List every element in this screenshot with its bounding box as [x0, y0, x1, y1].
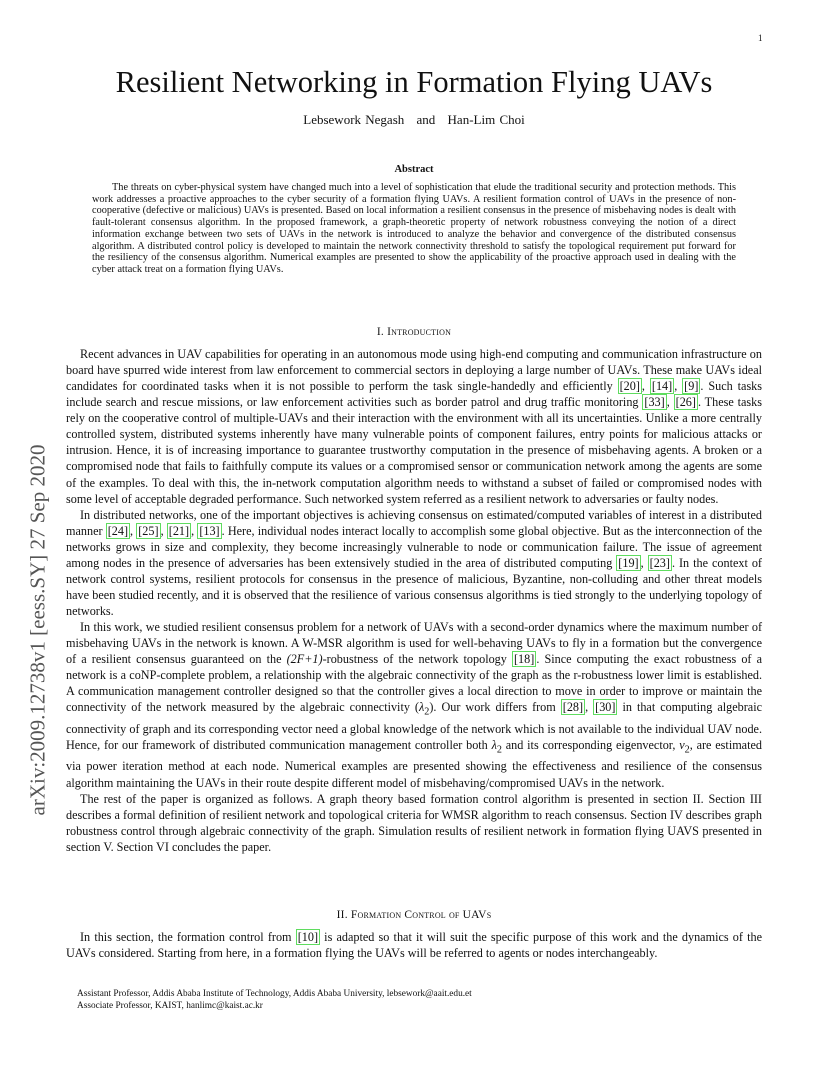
paper-title: Resilient Networking in Formation Flying UAVs	[115, 65, 713, 99]
paragraph: The rest of the paper is organized as follows. A graph theory based formation control algorithm is presented in section II. Section III describes a formal definition of resilient network and topological criteria for WMSR algorithm to reach consensus. Section IV describes graph robustness control through algebraic connectivity of the graph. Simulation results of resilient network in formation flying UAVS presented in section V. Section VI concludes the paper.	[66, 791, 762, 854]
section-two-body	[66, 929, 762, 961]
citation-link[interactable]: [9]	[684, 379, 699, 394]
math-expression: (2F+1)	[286, 652, 323, 667]
math-symbol: λ	[491, 737, 497, 752]
author-line	[0, 112, 828, 128]
section-title: Introduction	[387, 326, 452, 338]
section-number: I.	[376, 326, 384, 338]
citation-link[interactable]: [23]	[649, 555, 670, 570]
footnote: Associate Professor, KAIST, hanlimc@kaist.ac.kr	[77, 1000, 263, 1011]
page-number: 1	[758, 33, 763, 43]
paragraph: In distributed networks, one of the important objectives is achieving consensus on estimated/computed variables of interest in a distributed manner [24] , [25] , [21] , [13] . Here, individual nodes interact locally to accomplish some global objective. But as the interconnection of the networks grows in size and complexity, they become increasingly vulnerable to node or communication failure. The issue of agreement among nodes in the presence of adversaries has been extensively studied in the area of distributed computing [19] , [23] . In the context of network control systems, resilient protocols for consensus in the presence of malicious, Byzantine, non-colluding and other threat models have been studied recently, and it is observed that the resilience of various consensus algorithms is tied strongly to the underlying topology of networks.	[66, 507, 763, 618]
citation-link[interactable]: [10]	[297, 930, 319, 944]
citation-link[interactable]: [21]	[168, 523, 190, 538]
math-symbol: v	[679, 737, 685, 752]
citation-link[interactable]: [26]	[675, 395, 696, 410]
citation-link[interactable]: [30]	[595, 700, 616, 715]
section-heading	[0, 326, 828, 338]
author-name: Han-Lim Choi	[447, 112, 525, 127]
citation-link[interactable]: [33]	[644, 395, 665, 410]
citation-link[interactable]: [20]	[619, 379, 640, 394]
citation-link[interactable]: [28]	[562, 700, 584, 715]
citation-link[interactable]: [14]	[651, 379, 673, 394]
section-number: II.	[336, 909, 348, 921]
citation-link[interactable]: [24]	[107, 523, 129, 538]
citation-link[interactable]: [19]	[618, 555, 639, 570]
paragraph: Recent advances in UAV capabilities for operating in an autonomous mode using high-end computing and communication infrastructure on board have spurred wide interest from law enforcement to commercial sectors in deploying a large number of UAVs. These make UAVs ideal candidates for coordinated tasks when it is not possible to perform the task single-handedly and efficiently [20] , [14] , [9] . Such tasks include search and rescue missions, or law enforcement activities such as border patrol and drug traffic monitoring [33] , [26] . These tasks rely on the cooperative control of multiple-UAVs and their interaction with the environment with all its uncertainties. Unlike a more centrally controlled system, distributed systems inherently have many vulnerable points of component failures, entry points for malicious attacks or intrusion. Hence, it is of increasing importance to guarantee trustworthy computation in the presence of misbehaving agents. A broken or a compromised node that fails to faithfully compute its values or a compromised sensor or communication network among the agents are some of the examples. To deal with this, the in-network computation algorithm needs to withstand a subset of failed or compromised nodes with some level of acceptable degraded performance. Such networked system referred as a resilient network to adversaries or faulty nodes.	[66, 347, 763, 506]
abstract-heading: Abstract	[394, 164, 434, 175]
math-symbol: λ	[419, 700, 425, 715]
citation-link[interactable]: [13]	[199, 523, 220, 538]
author-separator: and	[416, 112, 436, 127]
citation-link[interactable]: [25]	[138, 523, 159, 538]
section-heading	[0, 909, 828, 921]
paragraph: In this section, the formation control from [10] is adapted so that it will suit the specific purpose of this work and the dynamics of the UAVs considered. Starting from here, in a formation flying the UAVs will be referred to agents or nodes interchangeably.	[66, 930, 762, 961]
citation-link[interactable]: [18]	[514, 652, 535, 667]
introduction-body	[66, 346, 762, 855]
author-name: Lebsework Negash	[303, 112, 405, 127]
footnotes	[77, 989, 472, 1012]
abstract-text: The threats on cyber-physical system have changed much into a level of sophistication that elude the traditional security and protection methods. This work addresses a proactive approaches to the cyber security of a formation flying UAVs. A resilient formation control of UAVs in the presence of non-cooperative (defective or malicious) UAVs is presented. Based on local information a resilient consensus in the presence of misbehaving nodes is dealt with fault-tolerant consensus algorithm. In the proposed framework, a graph-theoretic property of network robustness conveying the notion of a direct information exchange between two sets of UAVs in the network is introduced to analyze the behavior and convergence of the distributed consensus algorithm. A distributed control policy is developed to maintain the network connectivity threshold to satisfy the topological requirement put forward for the resiliency of the consensus algorithm. Numerical examples are presented to show the applicability of the proactive approach used in dealing with the cyber attack treat on a formation flying UAVs.	[92, 182, 736, 275]
paragraph: In this work, we studied resilient consensus problem for a network of UAVs with a second-order dynamics where the maximum number of misbehaving UAVs in the network is known. A W-MSR algorithm is used for well-behaving UAVs to fly in a formation but the convergence of a resilient consensus guaranteed on the (2F+1)-robustness of the network topology [18] . Since computing the exact robustness of a network is a coNP-complete problem, a relationship with the algebraic connectivity of the graph as the r-robustness lower limit is established. A communication management controller designed so that the controller gives a local direction to move in order to improve or maintain the connectivity of the network measured by the algebraic connectivity $(\lambda_2)$. Our work differs from [28] , [30] in that computing algebraic connectivity of graph and its corresponding vector need a global knowledge of the network which is not available to the individual UAV node. Hence, for our framework of distributed communication management controller both $\lambda_2$ and its corresponding eigenvector, $v_2$, are estimated via power iteration method at each node. Numerical examples are presented showing the effectiveness and resilience of the consensus algorithm maintaining the UAVs in their route despite different model of misbehaving/compromised UAVs in the network.	[66, 620, 763, 790]
footnote: Assistant Professor, Addis Ababa Institute of Technology, Addis Ababa University, lebsework@aait.edu.et	[77, 989, 472, 999]
arxiv-identifier: arXiv:2009.12738v1 [eess.SY] 27 Sep 2020	[25, 444, 50, 816]
section-title: Formation Control of UAVs	[350, 909, 492, 921]
